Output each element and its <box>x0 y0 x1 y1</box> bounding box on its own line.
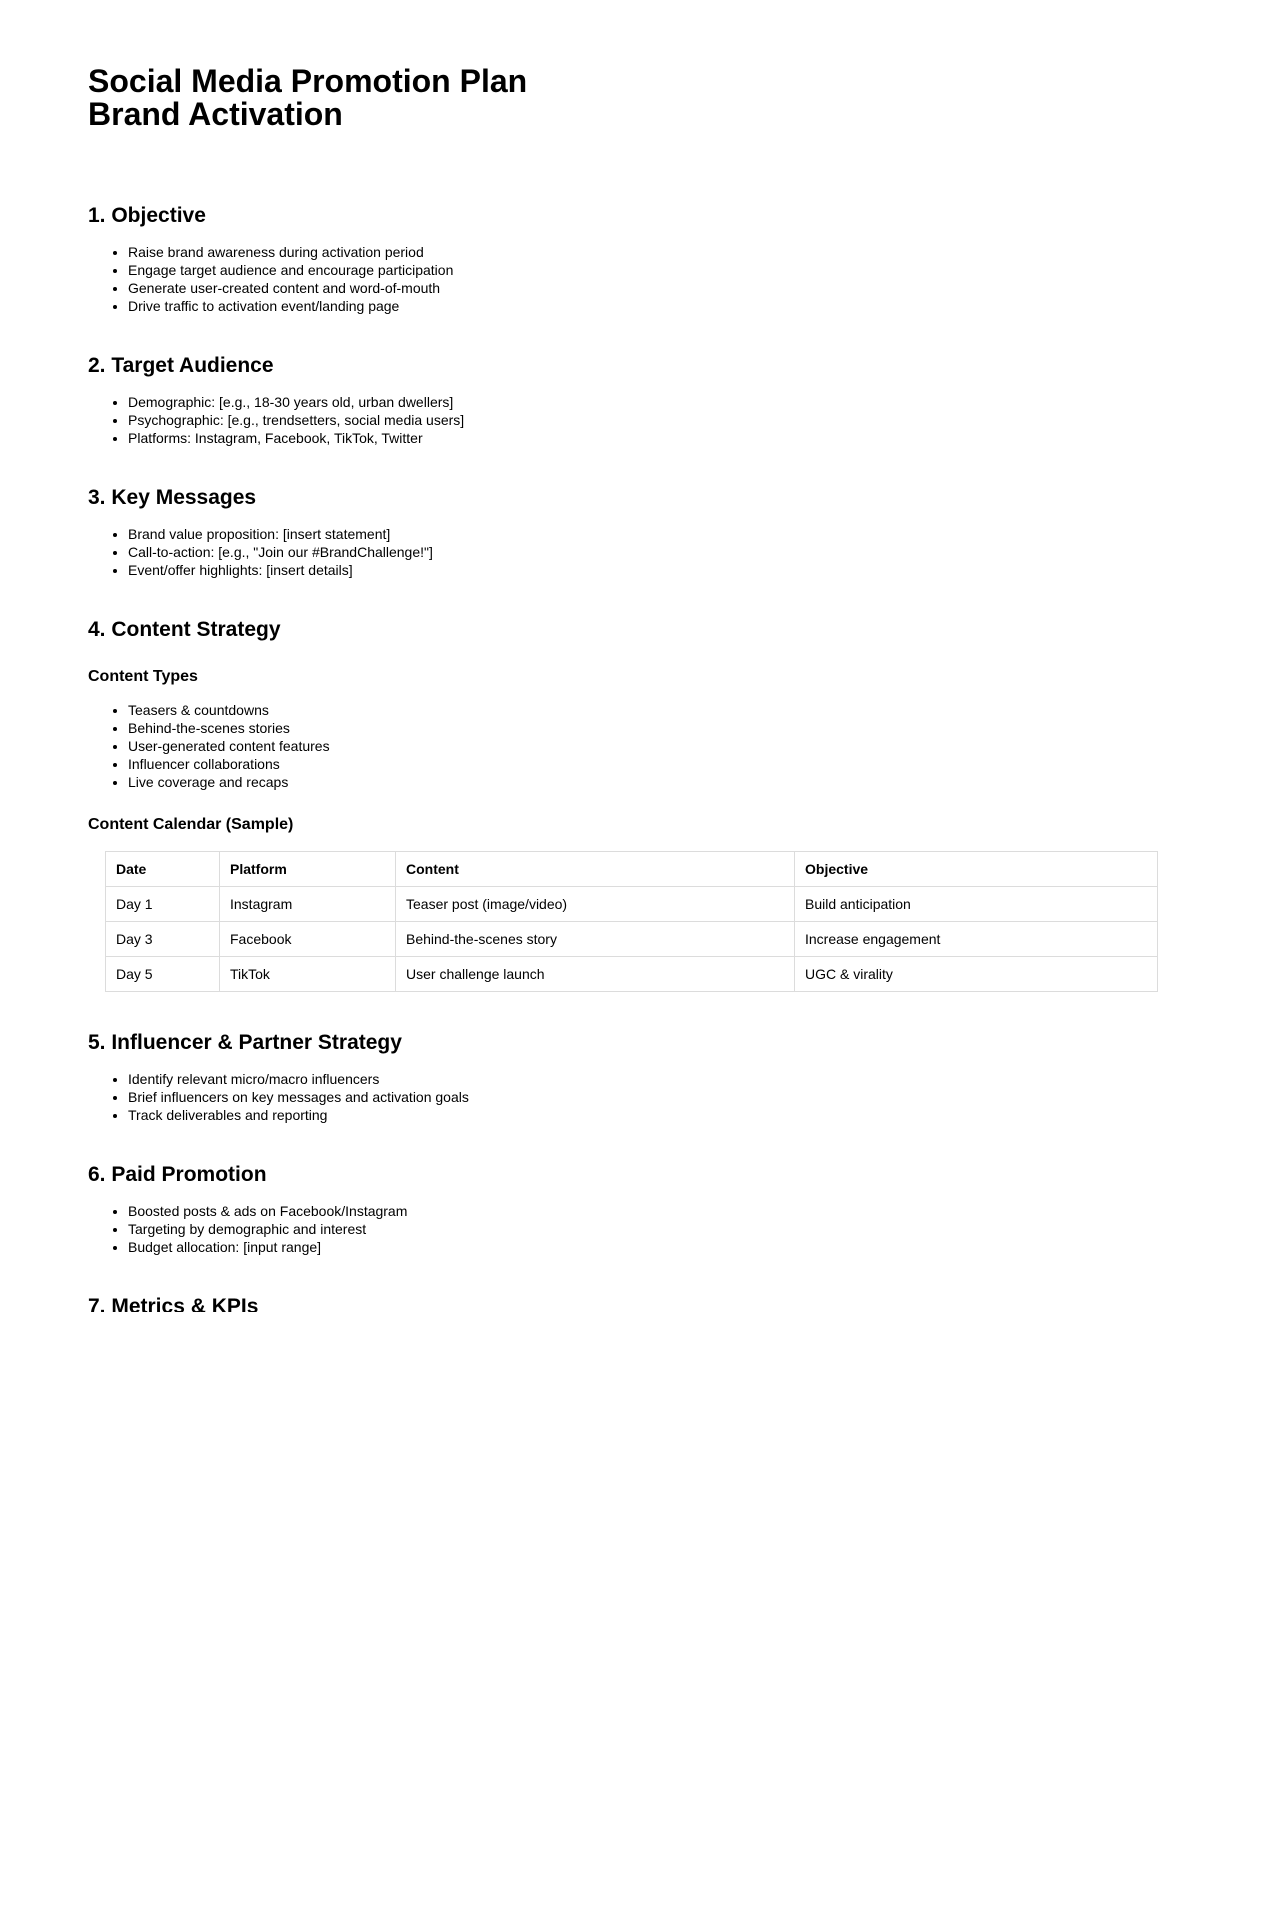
document-content <box>88 0 1175 1312</box>
table-cell: Behind-the-scenes story <box>396 922 795 957</box>
bullet-list <box>88 525 1175 579</box>
table-cell: Facebook <box>220 922 396 957</box>
table-cell: UGC & virality <box>795 957 1158 992</box>
section-heading: 5. Influencer & Partner Strategy <box>88 1031 402 1054</box>
bullet-item: • Brand value proposition: [insert statement] <box>128 525 1175 543</box>
document-section <box>88 1294 1175 1312</box>
bullet-item: • Teasers & countdowns <box>128 701 1175 719</box>
bullet-list <box>88 701 1175 791</box>
bullet-item: • Boosted posts & ads on Facebook/Instagram <box>128 1202 1175 1220</box>
bullet-list <box>88 393 1175 447</box>
table-cell: Day 1 <box>106 887 220 922</box>
table-cell: Increase engagement <box>795 922 1158 957</box>
bullet-item: • Brief influencers on key messages and activation goals <box>128 1088 1175 1106</box>
bullet-item: • Demographic: [e.g., 18-30 years old, urban dwellers] <box>128 393 1175 411</box>
section-heading: 7. Metrics & KPIs <box>88 1295 259 1312</box>
bullet-item: • Raise brand awareness during activation period <box>128 243 1175 261</box>
document-section <box>88 617 1175 992</box>
document-title-line-2: Brand Activation <box>88 96 343 132</box>
bullet-item: • Psychographic: [e.g., trendsetters, social media users] <box>128 411 1175 429</box>
document-section <box>88 1030 1175 1124</box>
table-cell: User challenge launch <box>396 957 795 992</box>
section-heading: 1. Objective <box>88 204 206 227</box>
table-cell: Day 3 <box>106 922 220 957</box>
table-header-cell: Content <box>396 852 795 887</box>
document-section <box>88 353 1175 447</box>
table-header-cell: Date <box>106 852 220 887</box>
table-cell: TikTok <box>220 957 396 992</box>
table-header-cell: Objective <box>795 852 1158 887</box>
bullet-item: • Identify relevant micro/macro influencers <box>128 1070 1175 1088</box>
table-row <box>106 957 1158 992</box>
subsection-heading: Content Types <box>88 668 198 685</box>
bullet-item: • Behind-the-scenes stories <box>128 719 1175 737</box>
document-title <box>88 65 1175 131</box>
sections-root <box>88 203 1175 1312</box>
subsection-heading: Content Calendar (Sample) <box>88 816 294 833</box>
table-row <box>106 922 1158 957</box>
table-head <box>106 852 1158 887</box>
table-body <box>106 887 1158 992</box>
bullet-list <box>88 243 1175 315</box>
table-header-cell: Platform <box>220 852 396 887</box>
bullet-item: • Engage target audience and encourage participation <box>128 261 1175 279</box>
section-heading: 4. Content Strategy <box>88 618 281 641</box>
document-section <box>88 1162 1175 1256</box>
bullet-list <box>88 1070 1175 1124</box>
table-row <box>106 887 1158 922</box>
bullet-item: • Drive traffic to activation event/landing page <box>128 297 1175 315</box>
document-section <box>88 485 1175 579</box>
bullet-item: • Influencer collaborations <box>128 755 1175 773</box>
bullet-item: • Budget allocation: [input range] <box>128 1238 1175 1256</box>
bullet-item: • Live coverage and recaps <box>128 773 1175 791</box>
table-cell: Instagram <box>220 887 396 922</box>
table-cell: Build anticipation <box>795 887 1158 922</box>
bullet-item: • Track deliverables and reporting <box>128 1106 1175 1124</box>
section-heading: 3. Key Messages <box>88 486 257 509</box>
section-heading: 6. Paid Promotion <box>88 1163 267 1186</box>
table-cell: Teaser post (image/video) <box>396 887 795 922</box>
bullet-item: • Targeting by demographic and interest <box>128 1220 1175 1238</box>
bullet-item: • Call-to-action: [e.g., "Join our #BrandChallenge!"] <box>128 543 1175 561</box>
table-header-row <box>106 852 1158 887</box>
bullet-item: • Generate user-created content and word-of-mouth <box>128 279 1175 297</box>
content-calendar-table <box>105 851 1158 992</box>
document-section <box>88 203 1175 315</box>
bullet-list <box>88 1202 1175 1256</box>
table-cell: Day 5 <box>106 957 220 992</box>
bullet-item: • Event/offer highlights: [insert details] <box>128 561 1175 579</box>
bullet-item: • Platforms: Instagram, Facebook, TikTok, Twitter <box>128 429 1175 447</box>
document-title-line-1: Social Media Promotion Plan <box>88 63 528 99</box>
bullet-item: • User-generated content features <box>128 737 1175 755</box>
section-heading: 2. Target Audience <box>88 354 274 377</box>
